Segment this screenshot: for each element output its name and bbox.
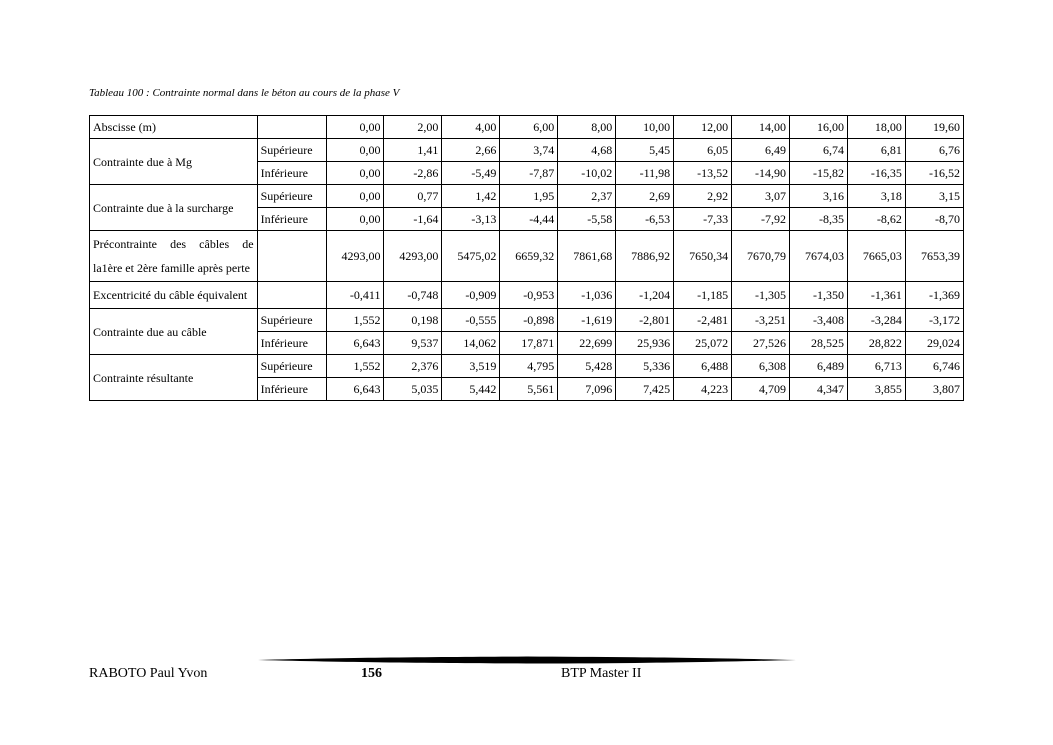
sub-label: Inférieure bbox=[257, 332, 326, 355]
table-cell: -5,58 bbox=[558, 208, 616, 231]
table-cell: 4,347 bbox=[790, 378, 848, 401]
table-caption: Tableau 100 : Contrainte normal dans le béton au cours de la phase V bbox=[89, 87, 400, 99]
table-cell: -1,369 bbox=[905, 282, 963, 309]
table-cell: -6,53 bbox=[616, 208, 674, 231]
table-cell: 6,49 bbox=[732, 139, 790, 162]
table-cell: -8,35 bbox=[790, 208, 848, 231]
table-cell: 0,00 bbox=[326, 185, 384, 208]
table-cell: 6,00 bbox=[500, 116, 558, 139]
table-cell: 5475,02 bbox=[442, 231, 500, 282]
table-cell: 5,442 bbox=[442, 378, 500, 401]
table-cell: 6,76 bbox=[905, 139, 963, 162]
table-cell: 6,308 bbox=[732, 355, 790, 378]
table-cell: -0,411 bbox=[326, 282, 384, 309]
table-cell: -7,92 bbox=[732, 208, 790, 231]
sub-label: Supérieure bbox=[257, 185, 326, 208]
table-cell: 6659,32 bbox=[500, 231, 558, 282]
table-cell: -1,036 bbox=[558, 282, 616, 309]
table-cell: -0,555 bbox=[442, 309, 500, 332]
table-cell: 2,66 bbox=[442, 139, 500, 162]
table-cell: 2,00 bbox=[384, 116, 442, 139]
table-cell: 5,45 bbox=[616, 139, 674, 162]
table-cell: 1,41 bbox=[384, 139, 442, 162]
table-cell: 5,035 bbox=[384, 378, 442, 401]
sub-label-empty bbox=[257, 282, 326, 309]
sub-label: Inférieure bbox=[257, 208, 326, 231]
table-cell: 6,05 bbox=[674, 139, 732, 162]
table-row-excentricite bbox=[90, 282, 964, 309]
table-cell: -2,481 bbox=[674, 309, 732, 332]
table-cell: 29,024 bbox=[905, 332, 963, 355]
table-cell: 4,68 bbox=[558, 139, 616, 162]
table-cell: -13,52 bbox=[674, 162, 732, 185]
sub-label: Inférieure bbox=[257, 378, 326, 401]
table-row-precontrainte bbox=[90, 231, 964, 282]
table-cell: 7674,03 bbox=[790, 231, 848, 282]
table-cell: -8,70 bbox=[905, 208, 963, 231]
row-label: Précontrainte des câbles de la1ère et 2ère famille après perte bbox=[90, 231, 258, 282]
table-cell: 22,699 bbox=[558, 332, 616, 355]
table-cell: 7665,03 bbox=[847, 231, 905, 282]
table-cell: 2,376 bbox=[384, 355, 442, 378]
table-cell: -1,64 bbox=[384, 208, 442, 231]
table-cell: -2,86 bbox=[384, 162, 442, 185]
table-cell: 14,00 bbox=[732, 116, 790, 139]
table-cell: 5,336 bbox=[616, 355, 674, 378]
table-cell: 6,489 bbox=[790, 355, 848, 378]
table-row-resultante-sup bbox=[90, 355, 964, 378]
table-cell: 6,488 bbox=[674, 355, 732, 378]
table-cell: -16,52 bbox=[905, 162, 963, 185]
table-cell: 28,525 bbox=[790, 332, 848, 355]
sub-label: Supérieure bbox=[257, 309, 326, 332]
table-cell: -10,02 bbox=[558, 162, 616, 185]
table-cell: -1,361 bbox=[847, 282, 905, 309]
table-cell: -1,619 bbox=[558, 309, 616, 332]
table-cell: -16,35 bbox=[847, 162, 905, 185]
table-cell: -2,801 bbox=[616, 309, 674, 332]
table-cell: 3,74 bbox=[500, 139, 558, 162]
table-cell: 25,072 bbox=[674, 332, 732, 355]
table-cell: 12,00 bbox=[674, 116, 732, 139]
table-cell: 8,00 bbox=[558, 116, 616, 139]
row-label: Abscisse (m) bbox=[90, 116, 258, 139]
table-cell: 1,42 bbox=[442, 185, 500, 208]
table-row-mg-sup bbox=[90, 139, 964, 162]
table-cell: -11,98 bbox=[616, 162, 674, 185]
row-label: Contrainte due à la surcharge bbox=[90, 185, 258, 231]
table-cell: 7861,68 bbox=[558, 231, 616, 282]
table-row-cable-sup bbox=[90, 309, 964, 332]
sub-label-empty bbox=[257, 231, 326, 282]
table-cell: 10,00 bbox=[616, 116, 674, 139]
table-cell: 4,795 bbox=[500, 355, 558, 378]
table-cell: -7,87 bbox=[500, 162, 558, 185]
table-cell: 1,552 bbox=[326, 355, 384, 378]
table-cell: 18,00 bbox=[847, 116, 905, 139]
table-row-abscisse bbox=[90, 116, 964, 139]
sub-label: Inférieure bbox=[257, 162, 326, 185]
table-cell: 0,00 bbox=[326, 116, 384, 139]
row-label: Contrainte due au câble bbox=[90, 309, 258, 355]
footer-author: RABOTO Paul Yvon bbox=[89, 666, 208, 681]
table-cell: 1,95 bbox=[500, 185, 558, 208]
table-cell: -0,953 bbox=[500, 282, 558, 309]
table-cell: 6,643 bbox=[326, 378, 384, 401]
table-cell: 25,936 bbox=[616, 332, 674, 355]
row-label: Contrainte due à Mg bbox=[90, 139, 258, 185]
table-cell: -1,305 bbox=[732, 282, 790, 309]
sub-label-empty bbox=[257, 116, 326, 139]
table-cell: 0,00 bbox=[326, 139, 384, 162]
table-cell: 3,15 bbox=[905, 185, 963, 208]
table-cell: 3,07 bbox=[732, 185, 790, 208]
table-cell: -0,748 bbox=[384, 282, 442, 309]
page-number: 156 bbox=[361, 666, 382, 681]
table-cell: -14,90 bbox=[732, 162, 790, 185]
stress-table bbox=[89, 115, 964, 401]
table-cell: 14,062 bbox=[442, 332, 500, 355]
table-cell: 3,855 bbox=[847, 378, 905, 401]
table-cell: 2,92 bbox=[674, 185, 732, 208]
table-cell: -5,49 bbox=[442, 162, 500, 185]
table-cell: 16,00 bbox=[790, 116, 848, 139]
table-cell: -8,62 bbox=[847, 208, 905, 231]
table-cell: -1,350 bbox=[790, 282, 848, 309]
table-cell: 2,69 bbox=[616, 185, 674, 208]
table-cell: 4,709 bbox=[732, 378, 790, 401]
table-cell: -3,172 bbox=[905, 309, 963, 332]
table-cell: 6,81 bbox=[847, 139, 905, 162]
table-cell: 4293,00 bbox=[384, 231, 442, 282]
footer-divider bbox=[258, 656, 796, 664]
table-cell: 2,37 bbox=[558, 185, 616, 208]
table-cell: 6,713 bbox=[847, 355, 905, 378]
table-row-surcharge-sup bbox=[90, 185, 964, 208]
row-label: Excentricité du câble équivalent bbox=[90, 282, 258, 309]
table-cell: 6,74 bbox=[790, 139, 848, 162]
table-cell: 17,871 bbox=[500, 332, 558, 355]
table-cell: 3,18 bbox=[847, 185, 905, 208]
table-cell: 3,807 bbox=[905, 378, 963, 401]
table-cell: 0,00 bbox=[326, 208, 384, 231]
table-cell: 7653,39 bbox=[905, 231, 963, 282]
table-cell: 3,519 bbox=[442, 355, 500, 378]
table-cell: 4293,00 bbox=[326, 231, 384, 282]
table-cell: 7650,34 bbox=[674, 231, 732, 282]
table-cell: 0,198 bbox=[384, 309, 442, 332]
table-cell: 6,746 bbox=[905, 355, 963, 378]
table-cell: -3,13 bbox=[442, 208, 500, 231]
table-cell: -3,284 bbox=[847, 309, 905, 332]
sub-label: Supérieure bbox=[257, 139, 326, 162]
table-cell: -0,909 bbox=[442, 282, 500, 309]
table-cell: -0,898 bbox=[500, 309, 558, 332]
table-cell: 7670,79 bbox=[732, 231, 790, 282]
table-cell: -15,82 bbox=[790, 162, 848, 185]
table-cell: 6,643 bbox=[326, 332, 384, 355]
table-cell: 9,537 bbox=[384, 332, 442, 355]
table-cell: 7,425 bbox=[616, 378, 674, 401]
table-cell: 1,552 bbox=[326, 309, 384, 332]
table-cell: -1,185 bbox=[674, 282, 732, 309]
row-label: Contrainte résultante bbox=[90, 355, 258, 401]
table-cell: 3,16 bbox=[790, 185, 848, 208]
table-cell: 5,561 bbox=[500, 378, 558, 401]
table-cell: 0,77 bbox=[384, 185, 442, 208]
footer-program: BTP Master II bbox=[561, 666, 642, 681]
table-cell: 4,223 bbox=[674, 378, 732, 401]
table-cell: 7,096 bbox=[558, 378, 616, 401]
table-cell: 27,526 bbox=[732, 332, 790, 355]
table-cell: 19,60 bbox=[905, 116, 963, 139]
table-cell: -3,251 bbox=[732, 309, 790, 332]
table-cell: -7,33 bbox=[674, 208, 732, 231]
table-cell: 7886,92 bbox=[616, 231, 674, 282]
sub-label: Supérieure bbox=[257, 355, 326, 378]
table-cell: -1,204 bbox=[616, 282, 674, 309]
table-cell: 0,00 bbox=[326, 162, 384, 185]
table-cell: 28,822 bbox=[847, 332, 905, 355]
table-cell: -3,408 bbox=[790, 309, 848, 332]
table-cell: 5,428 bbox=[558, 355, 616, 378]
table-cell: -4,44 bbox=[500, 208, 558, 231]
table-cell: 4,00 bbox=[442, 116, 500, 139]
